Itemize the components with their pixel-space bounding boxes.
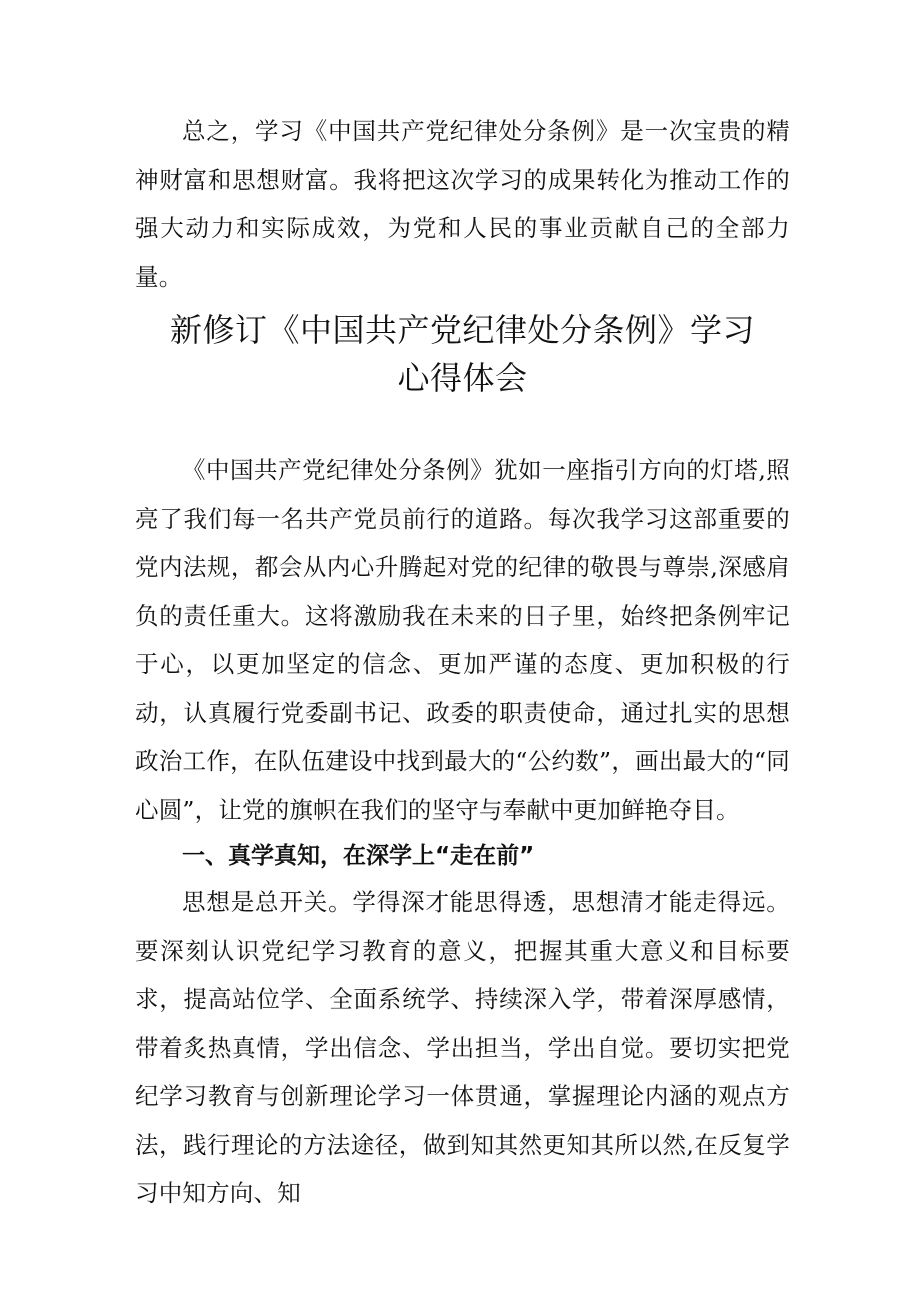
document-title bbox=[135, 306, 790, 402]
section-heading-1: 一、真学真知，在深学上“走在前” bbox=[182, 843, 535, 869]
title-line-1: 新修订《中国共产党纪律处分条例》学习 bbox=[169, 311, 755, 349]
intro-paragraph: 总之，学习《中国共产党纪律处分条例》是一次宝贵的精神财富和思想财富。我将把这次学习的成果转化为推动工作的强大动力和实际成效，为党和人民的事业贡献自己的全部力量。 bbox=[135, 117, 790, 291]
title-line-2: 心得体会 bbox=[397, 359, 528, 397]
body-paragraph-2: 思想是总开关。学得深才能思得透，思想清才能走得远。要深刻认识党纪学习教育的意义，把握其重大意义和目标要求，提高站位学、全面系统学、持续深入学，带着深厚感情，带着炙热真情，学出信念、学出担当，学出自觉。要切实把党纪学习教育与创新理论学习一体贯通，掌握理论内涵的观点方法，践行理论的方法途径，做到知其然更知其所以然,在反复学习中知方向、知 bbox=[135, 888, 790, 1207]
body-paragraph-1: 《中国共产党纪律处分条例》犹如一座指引方向的灯塔,照亮了我们每一名共产党员前行的道路。每次我学习这部重要的党内法规，都会从内心升腾起对党的纪律的敬畏与尊崇,深感肩负的责任重大。这将激励我在未来的日子里，始终把条例牢记于心，以更加坚定的信念、更加严谨的态度、更加积极的行动，认真履行党委副书记、政委的职责使命，通过扎实的思想政治工作，在队伍建设中找到最大的“公约数”，画出最大的“同心圆”，让党的旗帜在我们的坚守与奉献中更加鲜艳夺目。 bbox=[135, 456, 790, 824]
